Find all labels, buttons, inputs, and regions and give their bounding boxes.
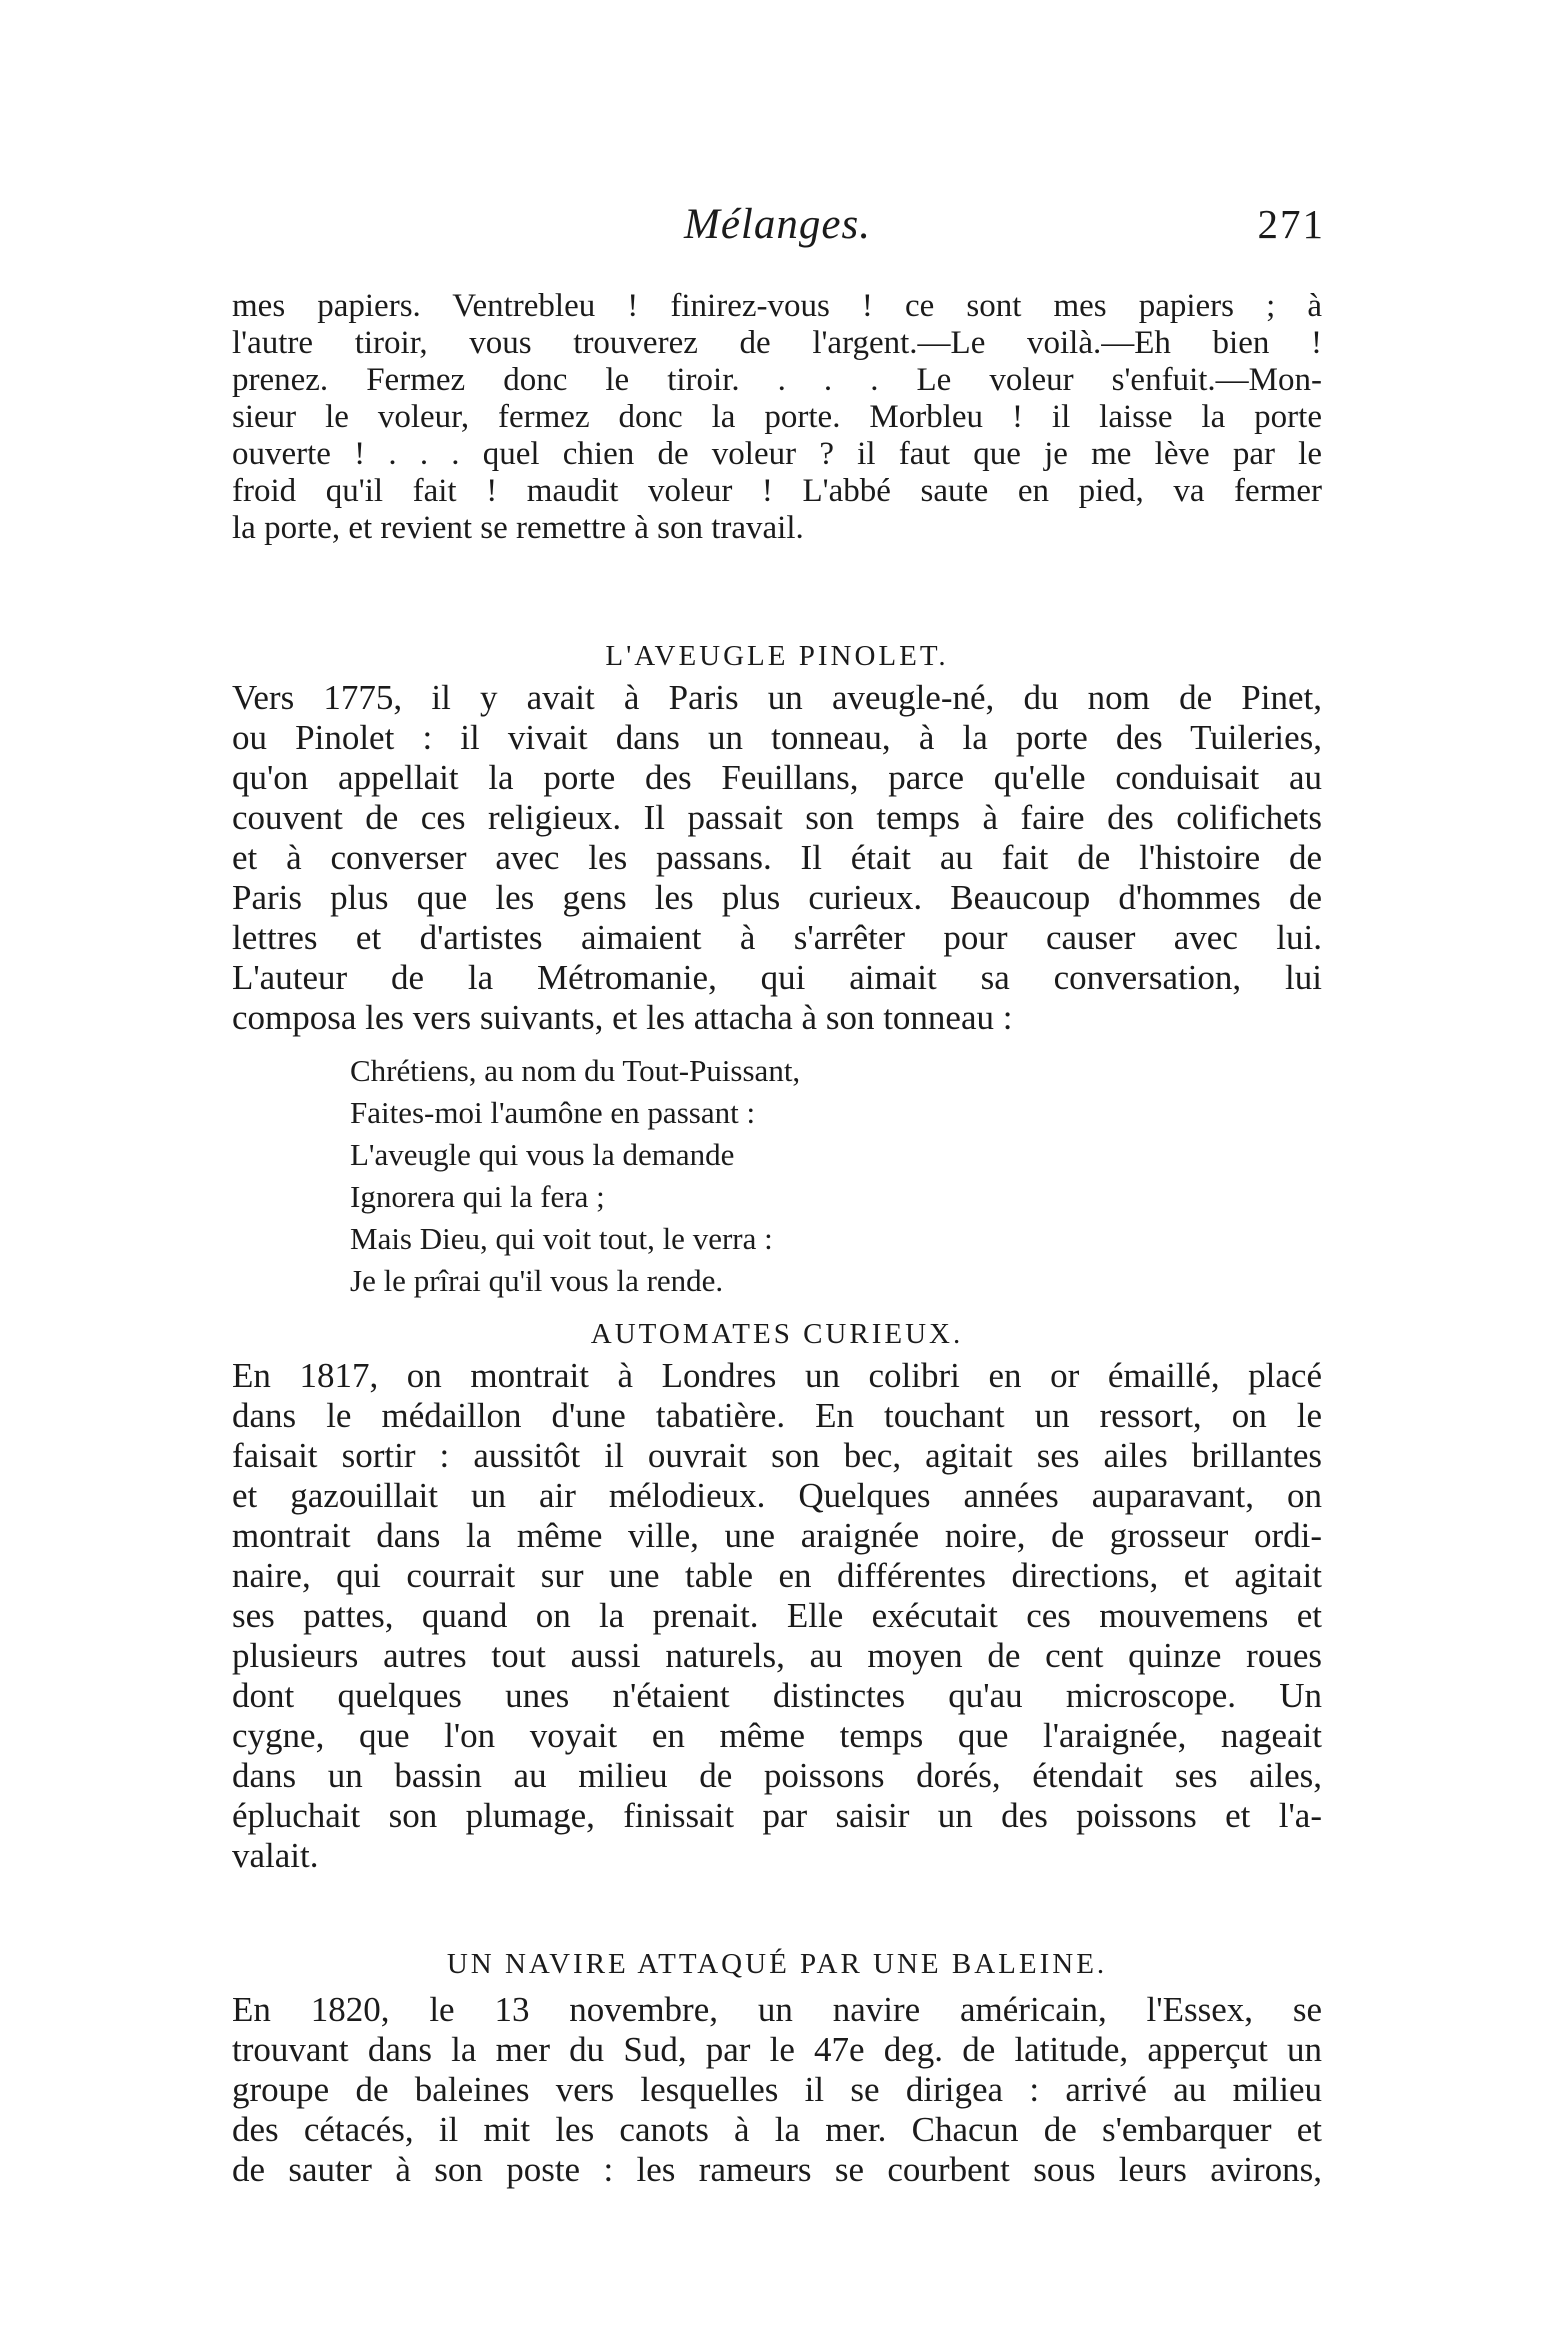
text-line: dans le médaillon d'une tabatière. En touchant un ressort, on le bbox=[232, 1396, 1322, 1435]
running-head: Mélanges. bbox=[684, 201, 871, 248]
text-line: ou Pinolet : il vivait dans un tonneau, à la porte des Tuileries, bbox=[232, 718, 1322, 757]
text-line: En 1817, on montrait à Londres un colibri en or émaillé, placé bbox=[232, 1356, 1322, 1395]
text-line: dont quelques unes n'étaient distinctes qu'au microscope. Un bbox=[232, 1676, 1322, 1715]
text-line: composa les vers suivants, et les attacha à son tonneau : bbox=[232, 998, 1013, 1037]
verse-line: Mais Dieu, qui voit tout, le verra : bbox=[350, 1221, 773, 1256]
text-line: prenez. Fermez donc le tiroir. . . . Le voleur s'enfuit.—Mon- bbox=[232, 362, 1322, 398]
text-line: qu'on appellait la porte des Feuillans, parce qu'elle conduisait au bbox=[232, 758, 1322, 797]
text-line: Vers 1775, il y avait à Paris un aveugle-né, du nom de Pinet, bbox=[232, 678, 1322, 717]
verse-line: L'aveugle qui vous la demande bbox=[350, 1137, 735, 1172]
text-line: ses pattes, quand on la prenait. Elle exécutait ces mouvemens et bbox=[232, 1596, 1322, 1635]
text-line: et gazouillait un air mélodieux. Quelques années auparavant, on bbox=[232, 1476, 1322, 1515]
text-line: mes papiers. Ventrebleu ! finirez-vous ! ce sont mes papiers ; à bbox=[232, 288, 1322, 324]
section-title-pinolet: L'AVEUGLE PINOLET. bbox=[605, 640, 949, 672]
verse-line: Je le prîrai qu'il vous la rende. bbox=[350, 1263, 724, 1298]
text-line: épluchait son plumage, finissait par saisir un des poissons et l'a- bbox=[232, 1796, 1322, 1835]
verse-block bbox=[350, 1050, 1050, 1302]
text-line: des cétacés, il mit les canots à la mer. Chacun de s'embarquer et bbox=[232, 2110, 1322, 2149]
text-line: dans un bassin au milieu de poissons dorés, étendait ses ailes, bbox=[232, 1756, 1322, 1795]
text-line: En 1820, le 13 novembre, un navire américain, l'Essex, se bbox=[232, 1990, 1322, 2029]
text-line: l'autre tiroir, vous trouverez de l'argent.—Le voilà.—Eh bien ! bbox=[232, 325, 1322, 361]
text-line: ouverte ! . . . quel chien de voleur ? il faut que je me lève par le bbox=[232, 436, 1322, 472]
text-line: et à converser avec les passans. Il était au fait de l'histoire de bbox=[232, 838, 1322, 877]
text-line: naire, qui courrait sur une table en différentes directions, et agitait bbox=[232, 1556, 1322, 1595]
text-line: L'auteur de la Métromanie, qui aimait sa conversation, lui bbox=[232, 958, 1322, 997]
text-line: Paris plus que les gens les plus curieux. Beaucoup d'hommes de bbox=[232, 878, 1322, 917]
text-line: valait. bbox=[232, 1836, 319, 1875]
text-line: de sauter à son poste : les rameurs se courbent sous leurs avirons, bbox=[232, 2150, 1322, 2189]
pinolet-paragraph bbox=[232, 678, 1322, 1038]
intro-paragraph bbox=[232, 288, 1322, 547]
verse-line: Chrétiens, au nom du Tout-Puissant, bbox=[350, 1053, 801, 1088]
text-line: plusieurs autres tout aussi naturels, au moyen de cent quinze roues bbox=[232, 1636, 1322, 1675]
text-line: montrait dans la même ville, une araignée noire, de grosseur ordi- bbox=[232, 1516, 1322, 1555]
automates-paragraph bbox=[232, 1356, 1322, 1876]
text-line: cygne, que l'on voyait en même temps que l'araignée, nageait bbox=[232, 1716, 1322, 1755]
page-number: 271 bbox=[1257, 201, 1325, 247]
text-line: groupe de baleines vers lesquelles il se dirigea : arrivé au milieu bbox=[232, 2070, 1322, 2109]
text-line: la porte, et revient se remettre à son travail. bbox=[232, 510, 804, 546]
verse-line: Ignorera qui la fera ; bbox=[350, 1179, 605, 1214]
text-line: froid qu'il fait ! maudit voleur ! L'abbé saute en pied, va fermer bbox=[232, 473, 1322, 509]
section-title-baleine: UN NAVIRE ATTAQUÉ PAR UNE BALEINE. bbox=[446, 1948, 1108, 1980]
text-line: sieur le voleur, fermez donc la porte. Morbleu ! il laisse la porte bbox=[232, 399, 1322, 435]
text-line: couvent de ces religieux. Il passait son temps à faire des colifichets bbox=[232, 798, 1322, 837]
page-header bbox=[230, 200, 1325, 260]
section-title-automates: AUTOMATES CURIEUX. bbox=[590, 1318, 964, 1350]
verse-line: Faites-moi l'aumône en passant : bbox=[350, 1095, 756, 1130]
text-line: faisait sortir : aussitôt il ouvrait son bec, agitait ses ailes brillantes bbox=[232, 1436, 1322, 1475]
baleine-paragraph bbox=[232, 1990, 1322, 2190]
text-line: lettres et d'artistes aimaient à s'arrêter pour causer avec lui. bbox=[232, 918, 1322, 957]
text-line: trouvant dans la mer du Sud, par le 47e deg. de latitude, apperçut un bbox=[232, 2030, 1322, 2069]
